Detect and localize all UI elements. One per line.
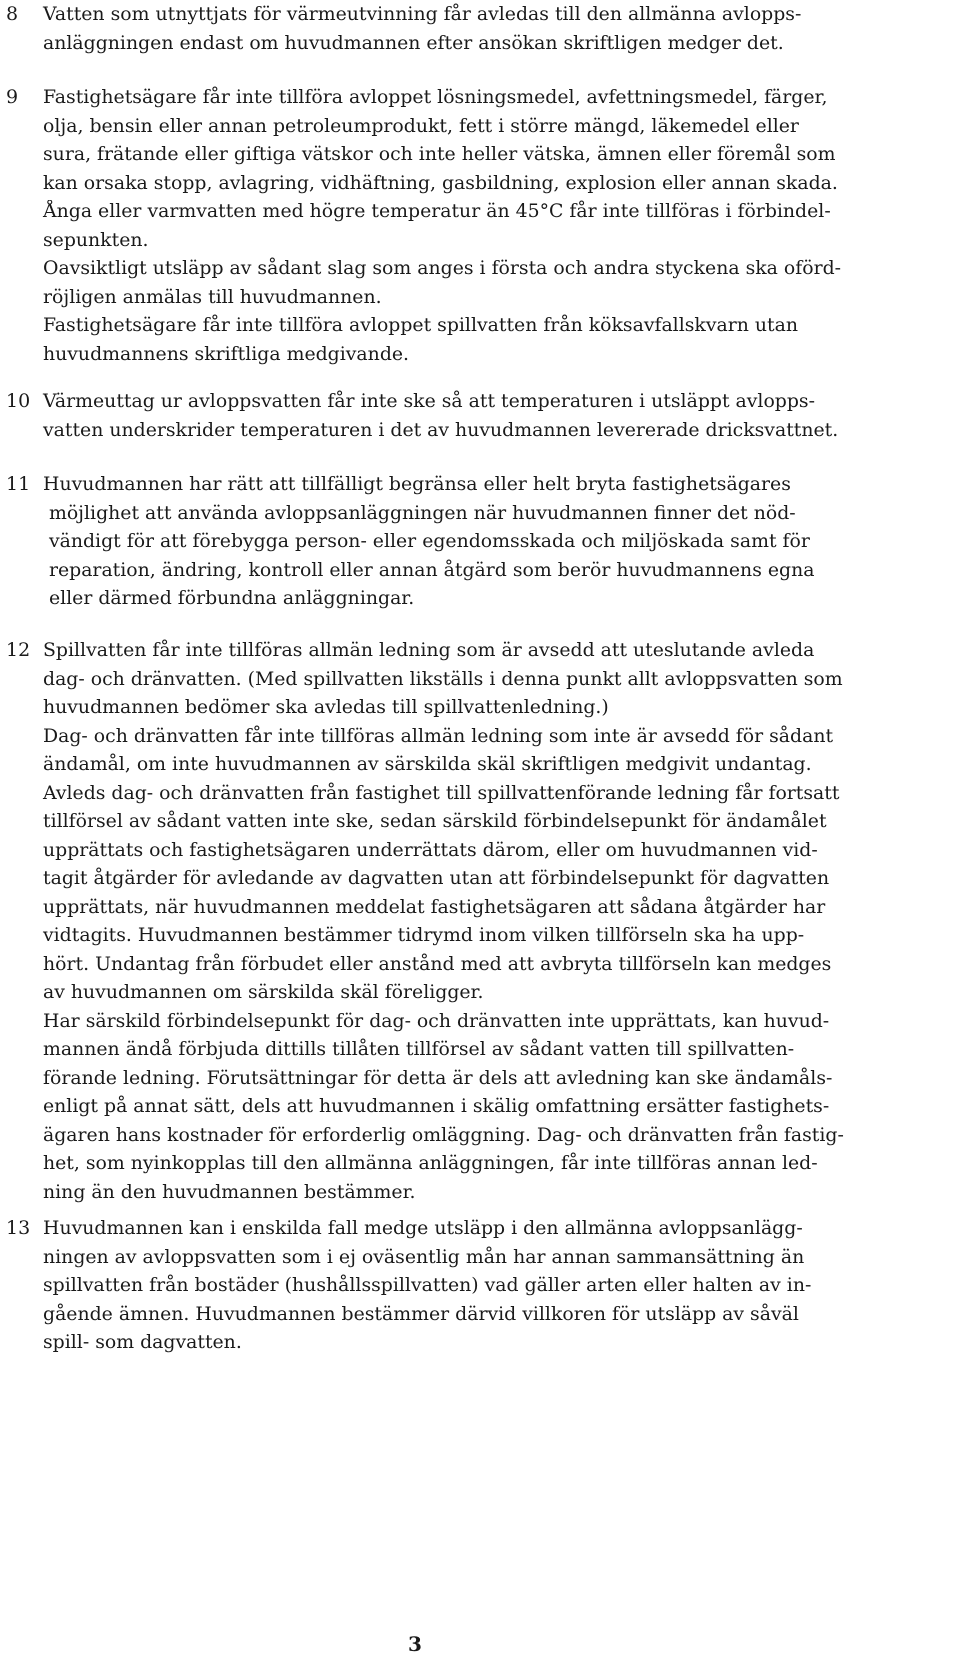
text-line: ningen av avloppsvatten som i ej oväsentlig mån har annan sammansättning än: [43, 1245, 805, 1268]
text-line: huvudmannen bedömer ska avledas till spillvattenledning.): [43, 696, 609, 718]
text-line: Huvudmannen har rätt att tillfälligt begränsa eller helt bryta fastighetsägares: [43, 473, 791, 495]
text-line: tillförsel av sådant vatten inte ske, sedan särskild förbindelsepunkt för ändamålet: [43, 810, 827, 832]
text-line: Värmeuttag ur avloppsvatten får inte ske så att temperaturen i utsläppt avlopps-: [43, 390, 815, 412]
text-line: Vatten som utnyttjats för värmeutvinning får avledas till den allmänna avlopps-: [43, 3, 802, 25]
text-line: sura, frätande eller giftiga vätskor och inte heller vätska, ämnen eller föremål som: [43, 143, 836, 165]
text-line: spill- som dagvatten.: [43, 1331, 242, 1353]
text-line: vidtagits. Huvudmannen bestämmer tidrymd inom vilken tillförseln ska ha upp-: [43, 924, 805, 946]
section-number: 10: [6, 390, 31, 412]
text-line: Ånga eller varmvatten med högre temperatur än 45°C får inte tillföras i förbindel-: [43, 200, 831, 222]
text-line: mannen ändå förbjuda dittills tillåten tillförsel av sådant vatten till spillvatten-: [43, 1038, 795, 1060]
text-line: reparation, ändring, kontroll eller annan åtgärd som berör huvudmannens egna: [48, 558, 815, 581]
text-line: kan orsaka stopp, avlagring, vidhäftning, gasbildning, explosion eller annan skada.: [43, 171, 838, 194]
text-line: möjlighet att använda avloppsanläggningen när huvudmannen finner det nöd-: [48, 501, 796, 524]
section-text: [43, 0, 955, 57]
text-line: förande ledning. Förutsättningar för detta är dels att avledning kan ske ändamåls-: [43, 1066, 833, 1089]
text-line: Oavsiktligt utsläpp av sådant slag som anges i första och andra styckena ska oförd-: [43, 257, 842, 279]
text-line: Fastighetsägare får inte tillföra avloppet lösningsmedel, avfettningsmedel, färger,: [43, 86, 828, 108]
text-line: röjligen anmälas till huvudmannen.: [43, 285, 382, 308]
text-line: Dag- och dränvatten får inte tillföras allmän ledning som inte är avsedd för sådant: [43, 724, 834, 747]
text-line: huvudmannens skriftliga medgivande.: [43, 342, 410, 365]
text-line: upprättats, när huvudmannen meddelat fastighetsägaren att sådana åtgärder har: [43, 895, 826, 918]
text-line: gående ämnen. Huvudmannen bestämmer därvid villkoren för utsläpp av såväl: [43, 1302, 799, 1325]
text-line: vändigt för att förebygga person- eller egendomsskada och miljöskada samt för: [48, 530, 810, 552]
text-line: eller därmed förbundna anläggningar.: [48, 587, 415, 609]
section-number: 9: [6, 86, 19, 108]
text-line: ägaren hans kostnader för erforderlig omläggning. Dag- och dränvatten från fastig-: [43, 1123, 844, 1146]
text-line: Avleds dag- och dränvatten från fastighet till spillvattenförande ledning får fortsatt: [43, 781, 840, 804]
text-line: enligt på annat sätt, dels att huvudmannen i skälig omfattning ersätter fastighets-: [43, 1095, 830, 1117]
section-number: 8: [6, 3, 19, 25]
text-line: dag- och dränvatten. (Med spillvatten likställs i denna punkt allt avloppsvatten som: [43, 667, 843, 690]
text-line: av huvudmannen om särskilda skäl föreligger.: [43, 981, 484, 1003]
section-number: 11: [6, 473, 31, 495]
text-line: hört. Undantag från förbudet eller anstånd med att avbryta tillförseln kan medges: [43, 952, 832, 975]
text-line: Spillvatten får inte tillföras allmän ledning som är avsedd att uteslutande avleda: [43, 639, 815, 661]
text-line: ändamål, om inte huvudmannen av särskilda skäl skriftligen medgivit undantag.: [43, 753, 812, 775]
text-line: vatten underskrider temperaturen i det av huvudmannen levererade dricksvattnet.: [43, 418, 839, 441]
section-text: [43, 387, 955, 444]
text-line: sepunkten.: [43, 228, 149, 251]
text-line: spillvatten från bostäder (hushållsspillvatten) vad gäller arten eller halten av in-: [43, 1274, 812, 1296]
text-line: Har särskild förbindelsepunkt för dag- och dränvatten inte upprättats, kan huvud-: [43, 1009, 830, 1032]
section-number: 12: [6, 639, 31, 661]
text-line: Fastighetsägare får inte tillföra avloppet spillvatten från köksavfallskvarn utan: [43, 314, 799, 336]
text-line: anläggningen endast om huvudmannen efter ansökan skriftligen medger det.: [43, 31, 784, 54]
section-text: [43, 83, 955, 368]
text-line: tagit åtgärder för avledande av dagvatten utan att förbindelsepunkt för dagvatten: [43, 867, 830, 889]
text-line: het, som nyinkopplas till den allmänna anläggningen, får inte tillföras annan led-: [43, 1152, 818, 1174]
page-number: 3: [408, 1632, 422, 1656]
section-text: [43, 636, 955, 1206]
section-text: [43, 1214, 955, 1357]
section-number: 13: [6, 1217, 31, 1239]
text-line: upprättats och fastighetsägaren underrättats därom, eller om huvudmannen vid-: [43, 838, 818, 861]
section-text: [43, 470, 955, 613]
text-line: Huvudmannen kan i enskilda fall medge utsläpp i den allmänna avloppsanlägg-: [43, 1217, 803, 1239]
text-line: ning än den huvudmannen bestämmer.: [43, 1180, 416, 1203]
text-line: olja, bensin eller annan petroleumprodukt, fett i större mängd, läkemedel eller: [43, 114, 799, 137]
